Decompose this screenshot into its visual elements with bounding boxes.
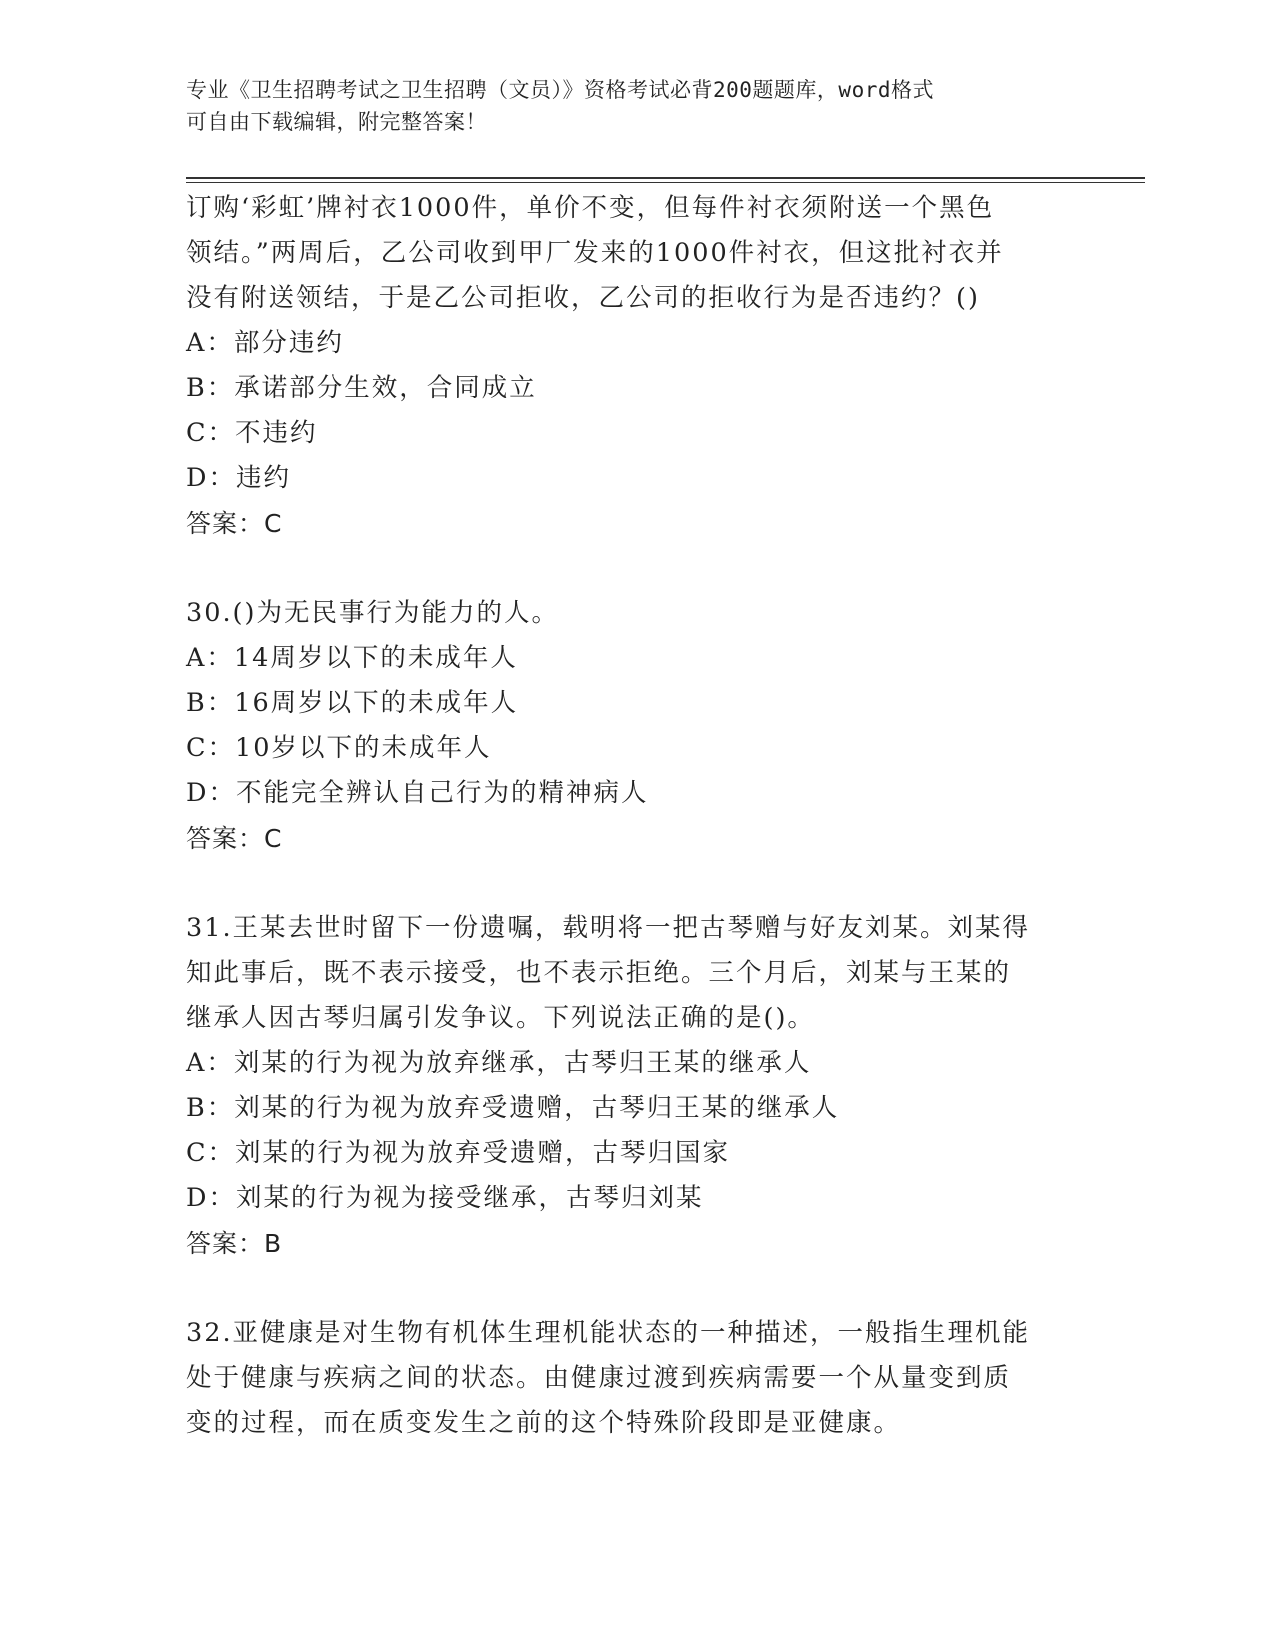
question-stem-line: 继承人因古琴归属引发争议。下列说法正确的是()。 xyxy=(186,1003,815,1033)
header-line-1: 专业《卫生招聘考试之卫生招聘（文员）》资格考试必背200题题库，word格式 xyxy=(186,78,934,102)
header-rule-thick xyxy=(186,177,1145,179)
answer: 答案：B xyxy=(186,1229,283,1258)
question-29 xyxy=(186,186,1086,547)
answer: 答案：C xyxy=(186,824,283,853)
option-b: B：承诺部分生效，合同成立 xyxy=(186,373,537,403)
option-c: C：10岁以下的未成年人 xyxy=(186,733,492,763)
document-body xyxy=(186,186,1086,1446)
option-c: C：不违约 xyxy=(186,418,318,448)
answer: 答案：C xyxy=(186,509,283,538)
question-stem-line: 31.王某去世时留下一份遗嘱，载明将一把古琴赠与好友刘某。刘某得 xyxy=(186,913,1031,943)
document-header xyxy=(186,74,1066,138)
option-a: A：部分违约 xyxy=(186,328,344,358)
option-b: B：刘某的行为视为放弃受遗赠，古琴归王某的继承人 xyxy=(186,1093,840,1123)
question-30 xyxy=(186,591,1086,862)
question-stem-line: 30.()为无民事行为能力的人。 xyxy=(186,598,559,628)
option-a: A：刘某的行为视为放弃继承，古琴归王某的继承人 xyxy=(186,1048,812,1078)
question-stem-line: 变的过程，而在质变发生之前的这个特殊阶段即是亚健康。 xyxy=(186,1408,902,1438)
option-c: C：刘某的行为视为放弃受遗赠，古琴归国家 xyxy=(186,1138,731,1168)
question-stem-line: 知此事后，既不表示接受，也不表示拒绝。三个月后，刘某与王某的 xyxy=(186,958,1012,988)
question-stem-line: 没有附送领结，于是乙公司拒收，乙公司的拒收行为是否违约？() xyxy=(186,283,980,313)
question-stem-line: 32.亚健康是对生物有机体生理机能状态的一种描述，一般指生理机能 xyxy=(186,1318,1031,1348)
header-line-2: 可自由下载编辑，附完整答案！ xyxy=(186,110,487,134)
question-stem-line: 领结。”两周后，乙公司收到甲厂发来的1000件衬衣，但这批衬衣并 xyxy=(186,238,1004,268)
question-32 xyxy=(186,1311,1086,1446)
question-stem-line: 订购‘彩虹’牌衬衣1000件，单价不变，但每件衬衣须附送一个黑色 xyxy=(186,193,995,223)
option-d: D：违约 xyxy=(186,463,291,493)
option-d: D：刘某的行为视为接受继承，古琴归刘某 xyxy=(186,1183,704,1213)
option-d: D：不能完全辨认自己行为的精神病人 xyxy=(186,778,649,808)
question-31 xyxy=(186,906,1086,1267)
header-rule-thin xyxy=(186,182,1145,183)
question-stem-line: 处于健康与疾病之间的状态。由健康过渡到疾病需要一个从量变到质 xyxy=(186,1363,1012,1393)
option-b: B：16周岁以下的未成年人 xyxy=(186,688,519,718)
option-a: A：14周岁以下的未成年人 xyxy=(186,643,518,673)
